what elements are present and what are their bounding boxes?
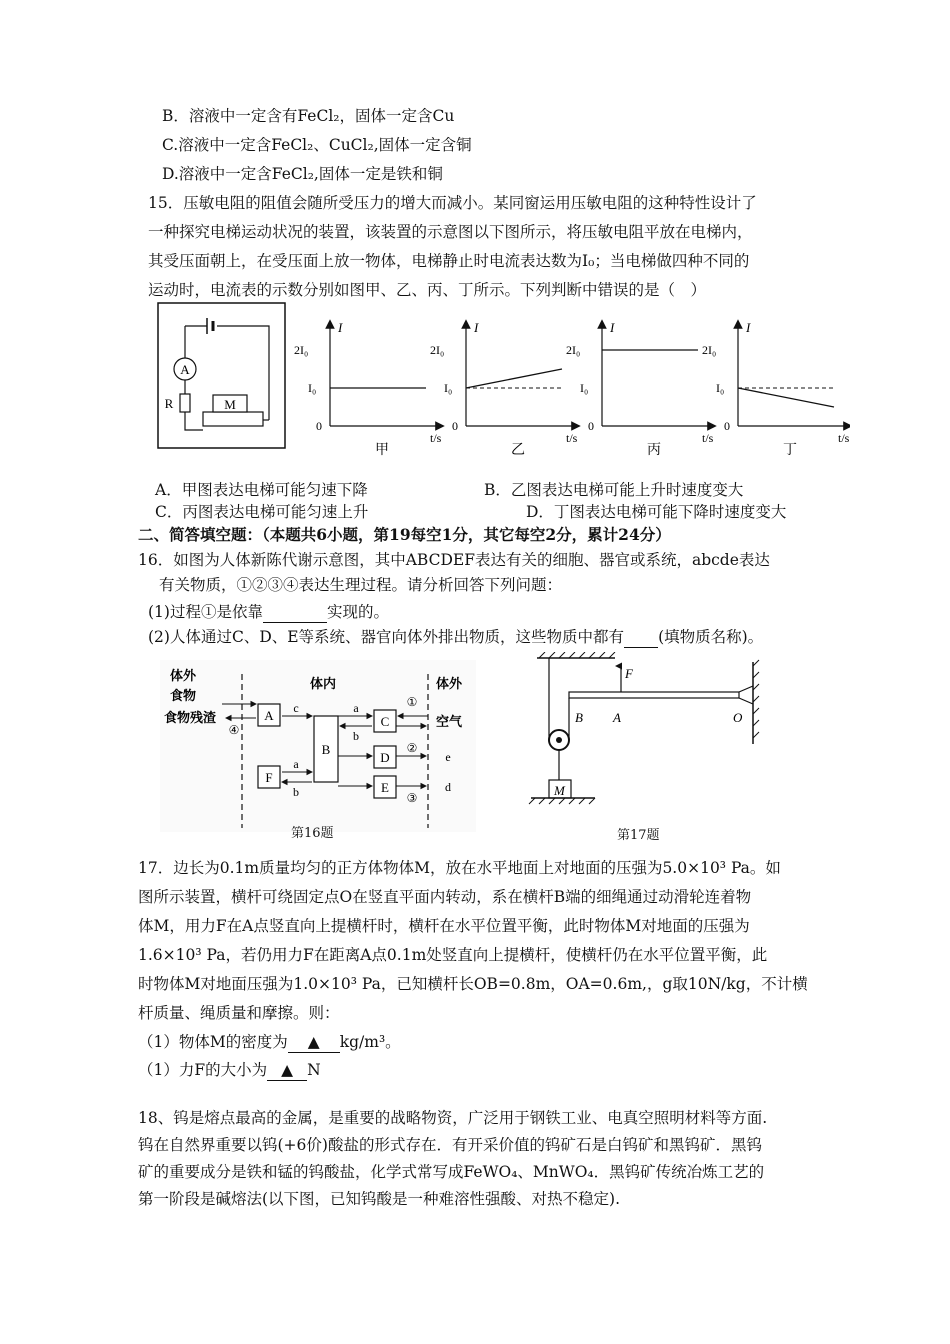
resistor-label: R: [164, 396, 174, 411]
q17-lever-diagram: [525, 652, 770, 814]
graph-1-tick-i0: I₀: [308, 381, 317, 395]
q15-option-a: A．甲图表达电梯可能匀速下降: [155, 481, 368, 499]
label-inside: 体内: [310, 676, 337, 691]
q18-stem-line-2: 钨在自然界重要以钨(+6价)酸盐的形式存在．有开采价值的钨矿石是白钨矿和黑钨矿．黑钨: [138, 1136, 762, 1154]
q15-circuit-diagram: [157, 302, 287, 450]
label-o: O: [733, 710, 743, 725]
graph-2-tick-2i0: 2I₀: [430, 343, 445, 357]
graph-4-x-label: t/s: [838, 431, 850, 445]
graph-2-current-line: [466, 369, 562, 388]
q17-sub1-before: （1）物体M的密度为: [138, 1033, 288, 1051]
graph-4-current-line: [738, 388, 834, 407]
graph-2-tick-i0: I₀: [444, 381, 453, 395]
q15-stem-line-3: 其受压面朝上，在受压面上放一物体，电梯静止时电流表达数为I₀；当电梯做四种不同的: [148, 252, 750, 270]
q17-caption: 第17题: [617, 828, 660, 843]
box-b-label: B: [321, 742, 331, 757]
graph-1-origin: 0: [316, 419, 322, 433]
graph-1-y-label: I: [338, 320, 343, 335]
q17-stem-line-4: 1.6×10³ Pa，若仍用力F在距离A点0.1m处竖直向上提横杆，使横杆仍在水平位置平衡，此: [138, 946, 768, 964]
graph-4-origin: 0: [724, 419, 730, 433]
label-food: 食物: [170, 688, 197, 703]
q18-stem-line-4: 第一阶段是碱熔法(以下图，已知钨酸是一种难溶性强酸、对热不稳定).: [138, 1190, 621, 1208]
q16-stem-line-2: 有关物质，①②③④表达生理过程。请分析回答下列问题：: [159, 576, 563, 594]
q16-metabolism-diagram: [160, 660, 476, 832]
mass-label: M: [224, 397, 236, 412]
graph-1-tick-2i0: 2I₀: [294, 343, 309, 357]
q17-stem-line-1: 17．边长为0.1m质量均匀的正方体物体M，放在水平地面上对地面的压强为5.0×10³ Pa。如: [138, 859, 781, 877]
q16-sub2-blank[interactable]: [624, 627, 658, 648]
q16-sub-2: [148, 627, 763, 648]
graph-2-y-label: I: [474, 320, 479, 335]
q17-sub-1: [138, 1032, 401, 1053]
graph-2-origin: 0: [452, 419, 458, 433]
label-a: A: [613, 710, 621, 725]
box-f-label: F: [265, 770, 273, 785]
label-b: B: [575, 710, 583, 725]
q14-option-b: B．溶液中一定含有FeCl₂，固体一定含Cu: [162, 107, 455, 125]
graph-3-name: 丙: [647, 443, 661, 458]
letter-c: c: [293, 701, 299, 715]
lever-bar: [569, 692, 739, 698]
q14-option-c: C.溶液中一定含FeCl₂、CuCl₂,固体一定含铜: [162, 136, 472, 154]
q17-sub1-blank[interactable]: ▲: [288, 1032, 340, 1053]
q16-sub1-blank[interactable]: [263, 602, 327, 623]
q18-stem-line-1: 18、钨是熔点最高的金属，是重要的战略物资，广泛用于钢铁工业、电真空照明材料等方面.: [138, 1109, 768, 1127]
q15-current-graphs: [290, 318, 850, 460]
letter-b-top: b: [353, 729, 359, 743]
q17-sub1-after: kg/m³。: [339, 1033, 401, 1051]
box-d-label: D: [380, 750, 390, 765]
q17-stem-line-3: 体M，用力F在A点竖直向上提横杆时，横杆在水平位置平衡，此时物体M对地面的压强为: [138, 917, 750, 935]
q16-sub-1: [148, 602, 389, 623]
letter-d: d: [445, 780, 451, 794]
graph-4-y-label: I: [746, 320, 751, 335]
process-3: ③: [406, 791, 418, 805]
q16-sub2-after: (填物质名称)。: [658, 628, 764, 646]
q16-sub1-after: 实现的。: [326, 603, 389, 621]
box-c-label: C: [380, 714, 390, 729]
ammeter-label: A: [180, 362, 190, 377]
letter-a-top: a: [353, 701, 359, 715]
q17-sub-2: [138, 1060, 321, 1081]
graph-4-name: 丁: [783, 443, 797, 458]
q16-sub1-before: (1)过程①是依靠: [148, 603, 263, 621]
graph-4-tick-2i0: 2I₀: [702, 343, 717, 357]
label-air: 空气: [436, 714, 463, 729]
q16-stem-line-1: 16．如图为人体新陈代谢示意图，其中ABCDEF表达有关的细胞、器官或系统，abcde表达: [138, 551, 770, 569]
label-m: M: [554, 783, 565, 798]
q17-sub2-before: （1）力F的大小为: [138, 1061, 268, 1079]
process-1: ①: [406, 695, 418, 709]
graph-1-x-label: t/s: [430, 431, 442, 445]
q17-stem-line-5: 时物体M对地面压强为1.0×10³ Pa，已知横杆长OB=0.8m，OA=0.6m,，g取10N/kg，不计横: [138, 975, 808, 993]
graph-3-x-label: t/s: [702, 431, 714, 445]
q16-caption: 第16题: [291, 826, 334, 841]
label-outside-right: 体外: [436, 676, 463, 691]
q14-option-d: D.溶液中一定含FeCl₂,固体一定是铁和铜: [162, 165, 443, 183]
q15-stem-line-2: 一种探究电梯运动状况的装置，该装置的示意图以下图所示，将压敏电阻平放在电梯内，: [148, 223, 753, 241]
graph-1-name: 甲: [375, 443, 389, 458]
q15-option-b: B．乙图表达电梯可能上升时速度变大: [484, 481, 744, 499]
label-residue: 食物残渣: [164, 710, 217, 725]
q15-option-d: D．丁图表达电梯可能下降时速度变大: [526, 503, 787, 521]
q16-sub2-before: (2)人体通过C、D、E等系统、器官向体外排出物质，这些物质中都有: [148, 628, 625, 646]
graph-3-tick-2i0: 2I₀: [566, 343, 581, 357]
q15-option-c: C．丙图表达电梯可能匀速上升: [155, 503, 369, 521]
letter-b-bottom: b: [293, 785, 299, 799]
pressure-sensor: [203, 412, 263, 426]
q17-stem-line-2: 图所示装置，横杆可绕固定点O在竖直平面内转动，系在横杆B端的细绳通过动滑轮连着物: [138, 888, 752, 906]
graph-2-x-label: t/s: [566, 431, 578, 445]
q15-stem-line-1: 15．压敏电阻的阻值会随所受压力的增大而减小。某同窗运用压敏电阻的这种特性设计了: [148, 194, 757, 212]
graph-2-name: 乙: [511, 443, 525, 458]
box-a-label: A: [264, 708, 274, 723]
process-2: ②: [406, 741, 418, 755]
q18-stem-line-3: 矿的重要成分是铁和锰的钨酸盐，化学式常写成FeWO₄、MnWO₄．黑钨矿传统冶炼工艺的: [138, 1163, 765, 1181]
graph-3-tick-i0: I₀: [580, 381, 589, 395]
section-2-heading: 二、简答填空题：（本题共6小题，第19每空1分，其它每空2分，累计24分）: [138, 525, 671, 544]
label-f: F: [625, 666, 633, 681]
graph-3-y-label: I: [610, 320, 615, 335]
graph-4-tick-i0: I₀: [716, 381, 725, 395]
process-4: ④: [228, 723, 240, 737]
box-e-label: E: [381, 780, 389, 795]
label-outside-left: 体外: [170, 668, 197, 683]
letter-e: e: [445, 750, 451, 764]
q17-sub2-blank[interactable]: ▲: [267, 1060, 307, 1081]
q17-sub2-after: N: [307, 1061, 321, 1079]
graph-3-origin: 0: [588, 419, 594, 433]
q15-stem-line-4: 运动时，电流表的示数分别如图甲、乙、丙、丁所示。下列判断中错误的是（ ）: [148, 281, 707, 299]
letter-a-bottom: a: [293, 757, 299, 771]
q17-stem-line-6: 杆质量、绳质量和摩擦。则：: [138, 1004, 340, 1022]
resistor-symbol: [180, 394, 190, 412]
